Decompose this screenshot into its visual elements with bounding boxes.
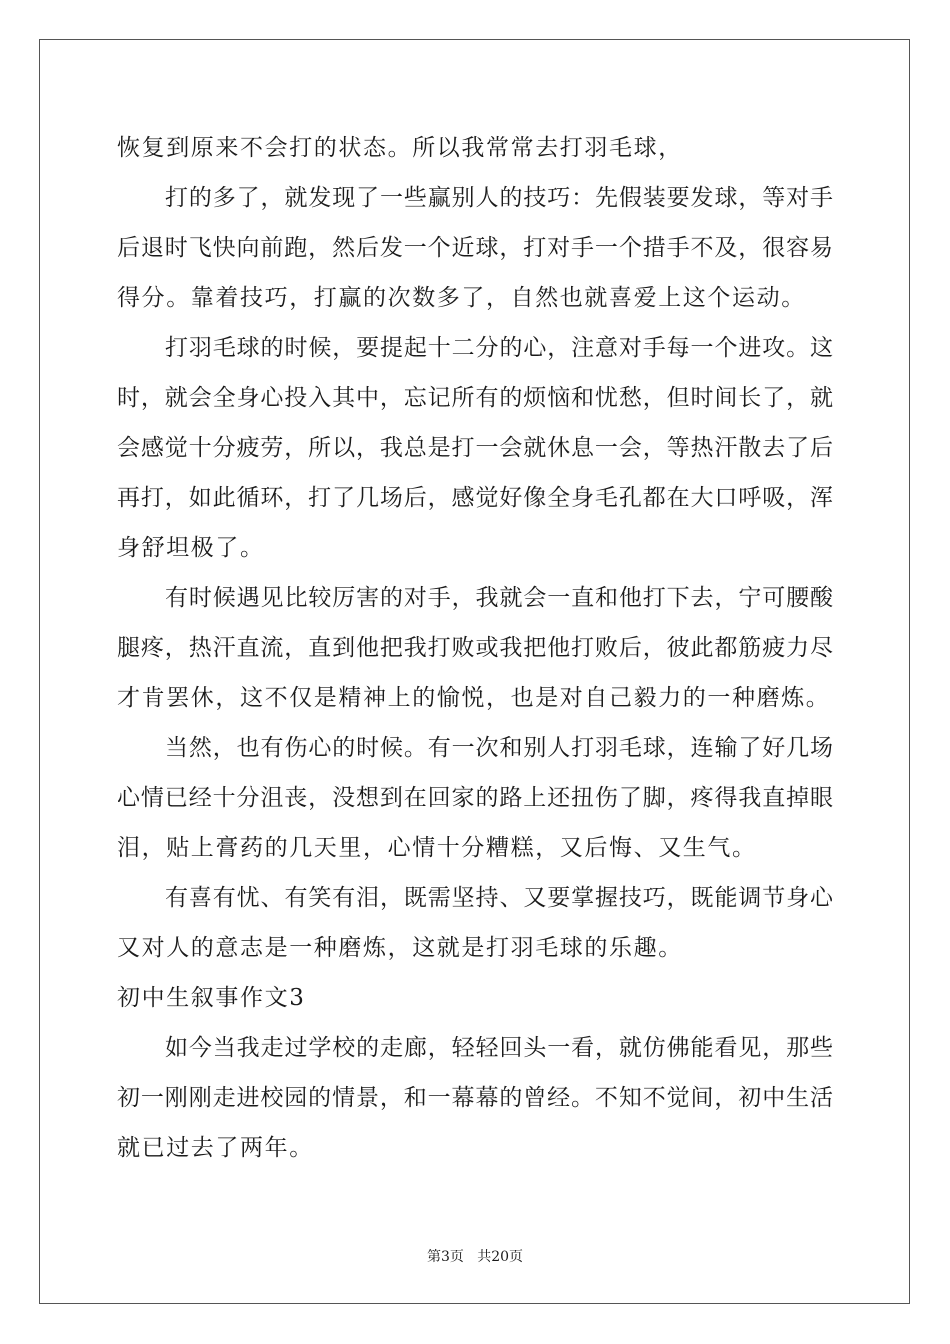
body-text-line: 当然，也有伤心的时候。有一次和别人打羽毛球，连输了好几场 <box>165 735 833 761</box>
body-text-line: 打羽毛球的时候，要提起十二分的心，注意对手每一个进攻。这 <box>165 335 833 361</box>
body-text-line: 才肯罢休，这不仅是精神上的愉悦，也是对自己毅力的一种磨炼。 <box>117 685 831 711</box>
body-text-line: 身舒坦极了。 <box>117 535 265 561</box>
body-text-line: 会感觉十分疲劳，所以，我总是打一会就休息一会，等热汗散去了后 <box>117 435 833 461</box>
body-text-line: 如今当我走过学校的走廊，轻轻回头一看，就仿佛能看见，那些 <box>165 1035 833 1061</box>
body-text-line: 后退时飞快向前跑，然后发一个近球，打对手一个措手不及，很容易 <box>117 235 833 261</box>
body-text-line: 腿疼，热汗直流，直到他把我打败或我把他打败后，彼此都筋疲力尽 <box>117 635 833 661</box>
body-text-line: 得分。靠着技巧，打赢的次数多了，自然也就喜爱上这个运动。 <box>117 285 806 311</box>
body-text-line: 恢复到原来不会打的状态。所以我常常去打羽毛球， <box>117 135 683 161</box>
body-text-line: 泪，贴上膏药的几天里，心情十分糟糕，又后悔、又生气。 <box>117 835 757 861</box>
page-border <box>39 39 910 1304</box>
body-text-line: 又对人的意志是一种磨炼，这就是打羽毛球的乐趣。 <box>117 935 683 961</box>
body-text-line: 再打，如此循环，打了几场后，感觉好像全身毛孔都在大口呼吸，浑 <box>117 485 833 511</box>
body-text-line: 打的多了，就发现了一些赢别人的技巧：先假装要发球，等对手 <box>165 185 833 211</box>
section-heading: 初中生叙事作文3 <box>117 985 306 1011</box>
body-text-line: 有时候遇见比较厉害的对手，我就会一直和他打下去，宁可腰酸 <box>165 585 833 611</box>
body-text-line: 心情已经十分沮丧，没想到在回家的路上还扭伤了脚，疼得我直掉眼 <box>117 785 833 811</box>
body-text-line: 时，就会全身心投入其中，忘记所有的烦恼和忧愁，但时间长了，就 <box>117 385 833 411</box>
page-number-footer: 第3页 共20页 <box>426 1249 524 1265</box>
body-text-line: 就已过去了两年。 <box>117 1135 314 1161</box>
body-text-line: 初一刚刚走进校园的情景，和一幕幕的曾经。不知不觉间，初中生活 <box>117 1085 833 1111</box>
body-text-line: 有喜有忧、有笑有泪，既需坚持、又要掌握技巧，既能调节身心 <box>165 885 833 911</box>
